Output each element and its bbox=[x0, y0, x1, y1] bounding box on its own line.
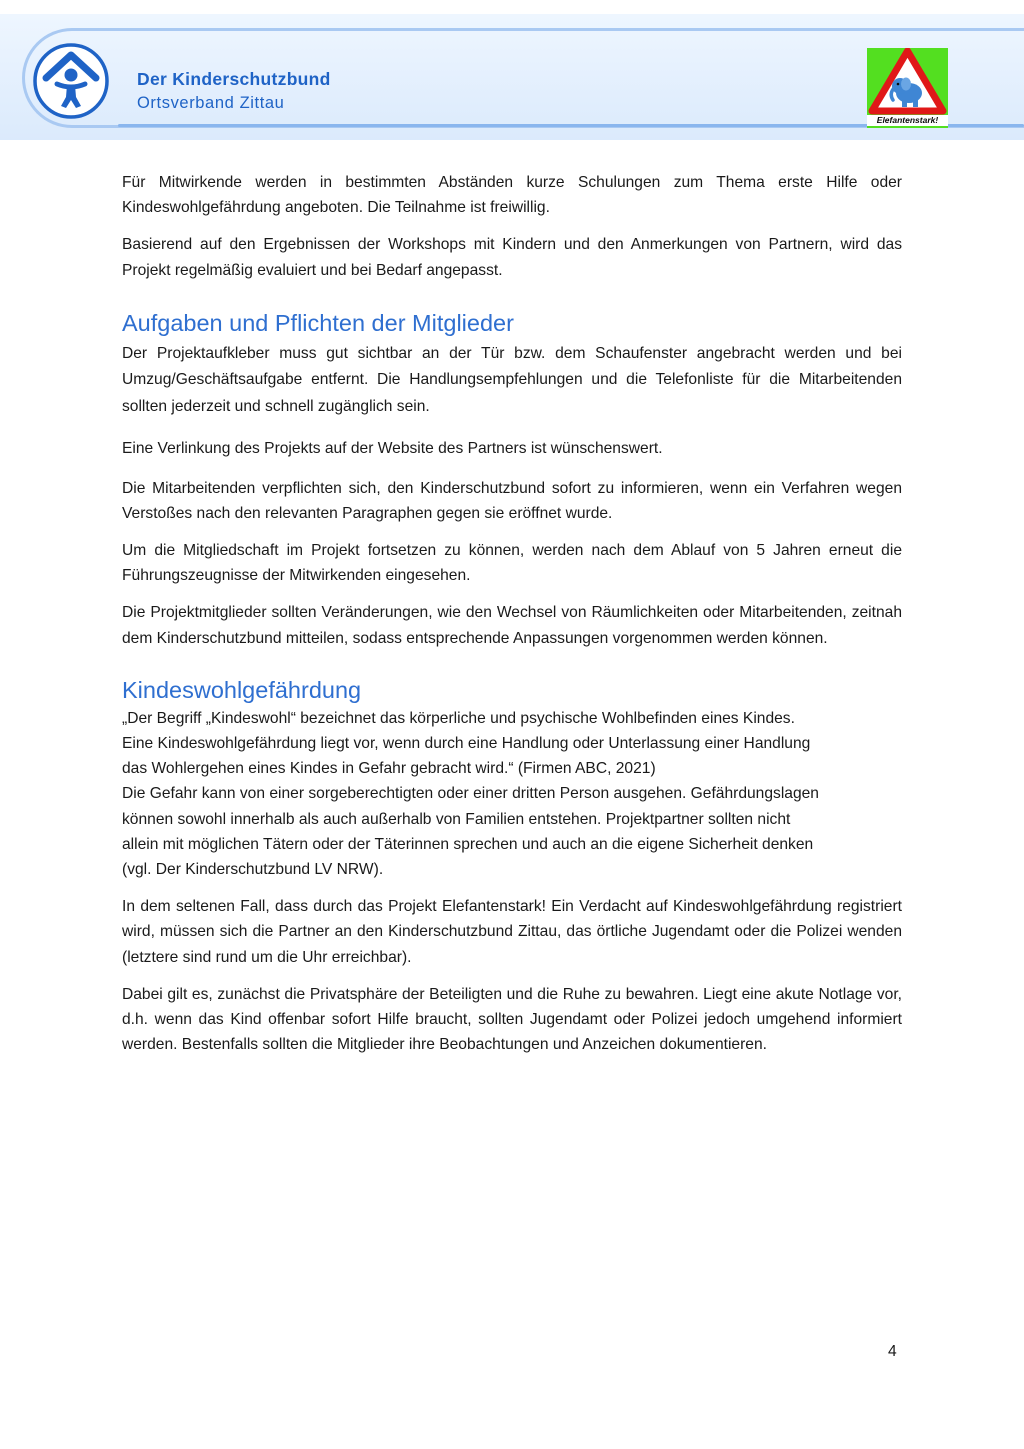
paragraph: Die Projektmitglieder sollten Veränderungen, wie den Wechsel von Räumlichkeiten oder Mitarbeitenden, zeitnah dem Kinderschutzbund mitteilen, sodass entsprechende Anpassungen vorgenommen werden können. bbox=[122, 604, 902, 647]
line: allein mit möglichen Tätern oder der Täterinnen sprechen und auch an die eigene Sicherheit denken bbox=[122, 835, 814, 853]
page-content bbox=[122, 170, 902, 1057]
paragraph: Für Mitwirkende werden in bestimmten Abständen kurze Schulungen zum Thema erste Hilfe oder Kindeswohlgefährdung angeboten. Die Teilnahme ist freiwillig. bbox=[122, 174, 902, 217]
paragraph: Basierend auf den Ergebnissen der Workshops mit Kindern und den Anmerkungen von Partnern, wird das Projekt regelmäßig evaluiert und bei Bedarf angepasst. bbox=[122, 236, 902, 279]
elephant-warning-sign-icon bbox=[867, 48, 948, 116]
line: Eine Kindeswohlgefährdung liegt vor, wenn durch eine Handlung oder Unterlassung einer Handlung bbox=[122, 734, 811, 752]
child-under-roof-icon bbox=[32, 42, 110, 120]
quote-paragraph bbox=[122, 706, 902, 882]
badge-label: Elefantenstark! bbox=[867, 115, 948, 126]
line: (vgl. Der Kinderschutzbund LV NRW). bbox=[122, 860, 384, 878]
elefantenstark-badge bbox=[867, 48, 948, 128]
line: können sowohl innerhalb als auch außerhalb von Familien entstehen. Projektpartner sollten nicht bbox=[122, 810, 791, 828]
line: Die Gefahr kann von einer sorgeberechtigten oder einer dritten Person ausgehen. Gefährdungslagen bbox=[122, 785, 819, 803]
paragraph: Dabei gilt es, zunächst die Privatsphäre der Beteiligten und die Ruhe zu bewahren. Liegt eine akute Notlage vor, d.h. wenn das Kind offenbar sofort Hilfe braucht, sollten Jugendamt oder Polizei jedoch umgehend informiert werden. Bestenfalls sollten die Mitglieder ihre Beobachtungen und Anzeichen dokumentieren. bbox=[122, 985, 902, 1054]
page-number: 4 bbox=[888, 1343, 897, 1360]
paragraph: Die Mitarbeitenden verpflichten sich, den Kinderschutzbund sofort zu informieren, wenn ein Verfahren wegen Verstoßes nach den relevanten Paragraphen gegen sie eröffnet wurde. bbox=[122, 479, 902, 522]
line: das Wohlergehen eines Kindes in Gefahr gebracht wird.“ (Firmen ABC, 2021) bbox=[122, 760, 656, 778]
page-header bbox=[0, 14, 1024, 140]
paragraph: In dem seltenen Fall, dass durch das Projekt Elefantenstark! Ein Verdacht auf Kindeswohlgefährdung registriert wird, müssen sich die Partner an den Kinderschutzbund Zittau, das örtliche Jugendamt oder die Polizei wenden (letztere sind rund um die Uhr erreichbar). bbox=[122, 898, 902, 966]
paragraph: Eine Verlinkung des Projekts auf der Website des Partners ist wünschenswert. bbox=[122, 440, 663, 458]
section-heading: Aufgaben und Pflichten der Mitglieder bbox=[122, 309, 514, 336]
paragraph: Der Projektaufkleber muss gut sichtbar an der Tür bzw. dem Schaufenster angebracht werden und bei Umzug/Geschäftsaufgabe entfernt. Die Handlungsempfehlungen und die Telefonliste für die Mitarbeitenden sollten jederzeit und schnell zugänglich sein. bbox=[122, 344, 902, 415]
org-subtitle: Ortsverband Zittau bbox=[137, 94, 285, 112]
section-heading: Kindeswohlgefährdung bbox=[122, 676, 362, 703]
line: „Der Begriff „Kindeswohl“ bezeichnet das körperliche und psychische Wohlbefinden eines Kindes. bbox=[122, 709, 795, 727]
org-name: Der Kinderschutzbund bbox=[137, 69, 331, 89]
paragraph: Um die Mitgliedschaft im Projekt fortsetzen zu können, werden nach dem Ablauf von 5 Jahren erneut die Führungszeugnisse der Mitwirkenden eingesehen. bbox=[122, 541, 902, 585]
